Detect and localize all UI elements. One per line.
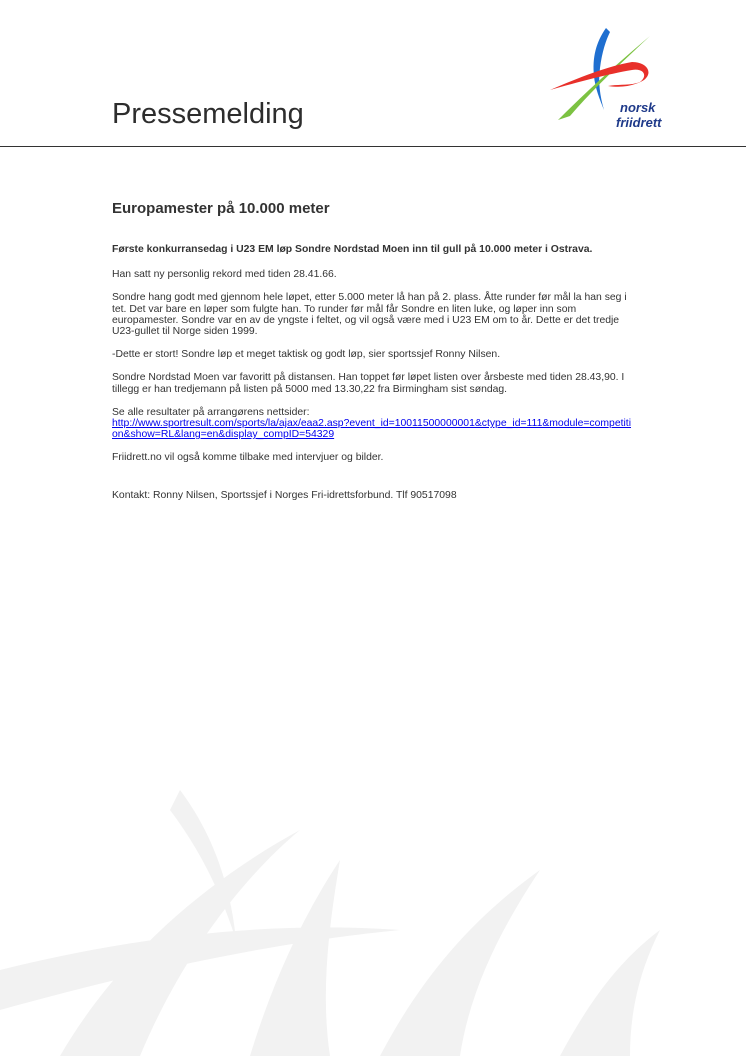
logo-text-line1: norsk bbox=[620, 100, 656, 115]
article-body bbox=[112, 200, 632, 513]
article-paragraph-3: -Dette er stort! Sondre løp et meget taktisk og godt løp, sier sportssjef Ronny Nilsen. bbox=[112, 349, 501, 361]
header-divider bbox=[0, 146, 746, 147]
article-paragraph-1: Han satt ny personlig rekord med tiden 28.41.66. bbox=[112, 269, 337, 281]
article-headline: Europamester på 10.000 meter bbox=[112, 200, 330, 217]
logo-watermark bbox=[0, 770, 746, 1056]
results-intro: Se alle resultater på arrangørens nettsider: bbox=[112, 406, 310, 418]
page-title: Pressemelding bbox=[112, 98, 304, 130]
article-paragraph-4: Sondre Nordstad Moen var favoritt på distansen. Han toppet før løpet listen over årsbeste med tiden 28.43,90. I tillegg er han tredjemann på listen på 5000 med 13.30,22 fra Birmingham sist søndag. bbox=[112, 372, 625, 395]
article-paragraph-5: Friidrett.no vil også komme tilbake med intervjuer og bilder. bbox=[112, 452, 384, 464]
results-paragraph bbox=[112, 407, 632, 441]
article-paragraph-2: Sondre hang godt med gjennom hele løpet, etter 5.000 meter lå han på 2. plass. Åtte runder før mål la han seg i tet. Det var bare en løper som fulgte han. To runder før mål får Sondre en liten luke, og løper inn som europamester. Sondre var en av de yngste i feltet, og vil også være med i U23 EM om to år. Dette er det tredje U23-gullet til Norge siden 1999. bbox=[112, 292, 627, 338]
logo-text-line2: friidrett bbox=[616, 115, 662, 130]
results-link[interactable]: http://www.sportresult.com/sports/la/ajax/eaa2.asp?event_id=10011500000001&ctype_id=111&module=competition&show=RL&lang=en&display_compID=54329 bbox=[112, 418, 631, 441]
article-lead: Første konkurransedag i U23 EM løp Sondre Nordstad Moen inn til gull på 10.000 meter i Ostrava. bbox=[112, 244, 593, 255]
contact-info: Kontakt: Ronny Nilsen, Sportssjef i Norges Fri-idrettsforbund. Tlf 90517098 bbox=[112, 489, 457, 501]
norsk-friidrett-logo bbox=[548, 24, 680, 132]
